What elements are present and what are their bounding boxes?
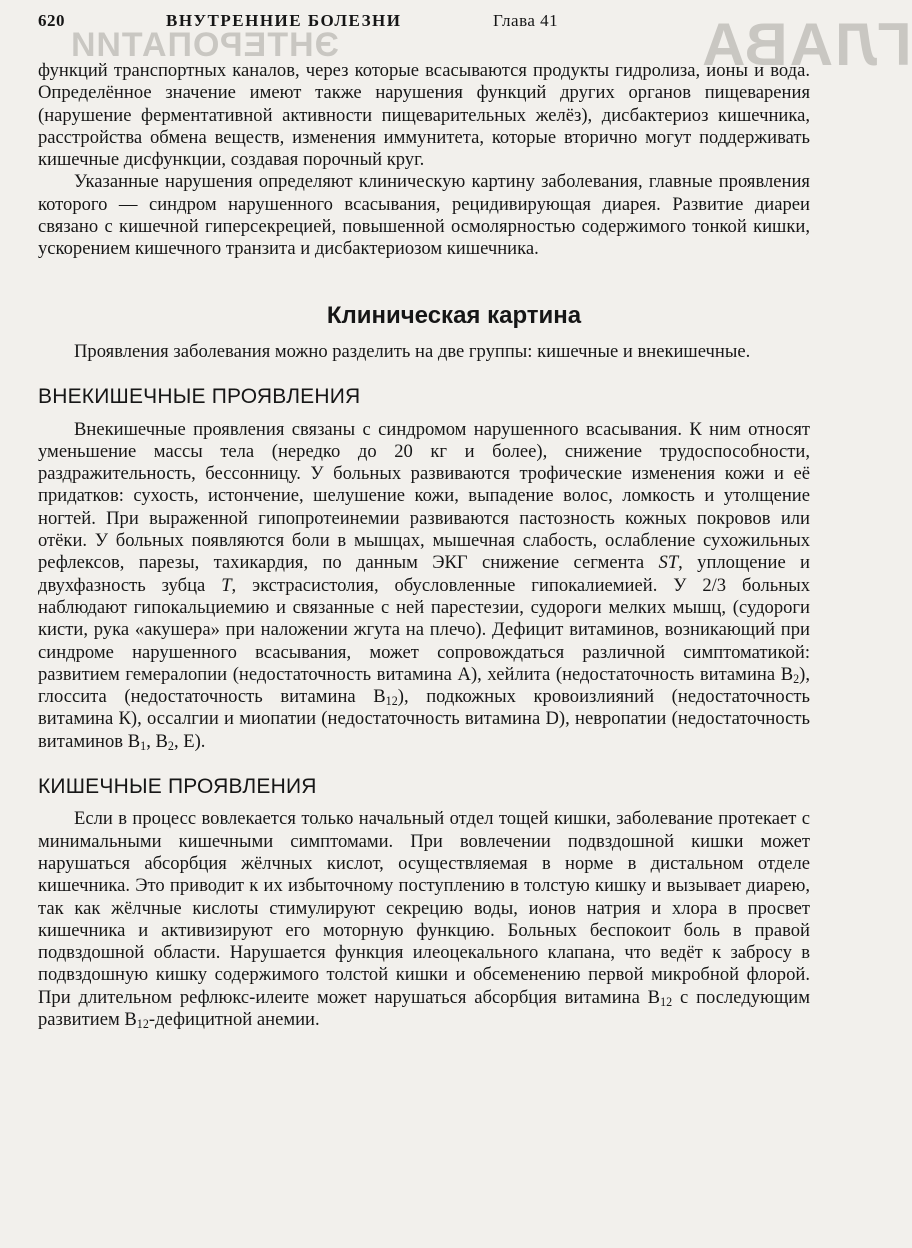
subscript: 1 (140, 738, 147, 753)
text-run: с последующим развитием B (38, 986, 810, 1030)
book-title: ВНУТРЕННИЕ БОЛЕЗНИ (166, 11, 402, 30)
text-run: , экстрасистолия, обусловленные гипокалиемией. У 2/3 больных наблюдают гипокальциемию и связанные с ней парестезии, судороги мелких мышц, (судороги кисти, рука «акушера» при наложении жгута на плечо). Дефицит витаминов, возникающий при синдроме нарушенного всасывания, может сопровождаться различной симптоматикой: развитием гемералопии (недостаточность витамина А), хейлита (недостаточность витамина B (38, 574, 810, 685)
page-body (38, 60, 810, 1031)
ecg-segment-label: ST (658, 552, 679, 574)
ecg-wave-label: T (221, 574, 232, 596)
page-number: 620 (38, 11, 65, 30)
paragraph (38, 808, 810, 1031)
subscript: 12 (136, 1017, 149, 1031)
text-run: , E). (173, 730, 206, 752)
paragraph: Указанные нарушения определяют клиническую картину заболевания, главные проявления которого — синдром нарушенного всасывания, рецидивирующая диарея. Развитие диареи связано с кишечной гиперсекрецией, повышенной осмолярностью содержимого тонкой кишки, ускорением кишечного транзита и дисбактериозом кишечника. (38, 171, 810, 260)
text-run: , B (146, 730, 168, 752)
subsection-heading: ВНЕКИШЕЧНЫЕ ПРОЯВЛЕНИЯ (38, 385, 361, 409)
running-head (38, 11, 810, 35)
show-through-text: ГЛАВА (700, 11, 912, 78)
text-run: , уплощение и двухфазность зубца (38, 552, 810, 596)
paragraph (38, 419, 810, 753)
subsection-heading: КИШЕЧНЫЕ ПРОЯВЛЕНИЯ (38, 775, 317, 799)
subscript: 2 (167, 738, 174, 753)
text-run: ), подкожных кровоизлияний (недостаточность витамина К), оссалгии и миопатии (недостаточность витамина D), невропатии (недостаточность витаминов B (38, 686, 810, 752)
subscript: 12 (660, 994, 673, 1009)
paragraph: функций транспортных каналов, через которые всасываются продукты гидролиза, ионы и вода. Определённое значение имеют также нарушения функций других органов пищеварения (нарушение ферментативной активности пищеварительных желёз), дисбактериоз кишечника, расстройства обмена веществ, изменения иммунитета, которые вторично могут поддерживать кишечные дисфункции, создавая порочный круг. (38, 60, 810, 171)
text-run: Если в процесс вовлекается только начальный отдел тощей кишки, заболевание протекает с минимальными кишечными симптомами. При вовлечении подвздошной кишки может нарушаться абсорбция жёлчных кислот, осуществляемая в норме в дистальном отделе кишечника. Это приводит к их избыточному поступлению в толстую кишку и вызывает диарею, так как жёлчные кислоты стимулируют секрецию воды, ионов натрия и хлора в просвет кишечника и активизируют его моторную функцию. Больных беспокоит боль в правой подвздошной области. Нарушается функция илеоцекального клапана, что ведёт к забросу в подвздошную кишку содержимого толстой кишки и обсеменению первой микробной флорой. При длительном рефлюкс-илеите может нарушаться абсорбция витамина B (38, 808, 810, 1008)
text-run: ), глоссита (недостаточность витамина B (38, 663, 810, 708)
show-through-text: ЭНТЕРОПАТИИ (70, 26, 339, 64)
subscript: 2 (793, 671, 800, 686)
subscript: 12 (385, 694, 398, 709)
chapter-label: Глава 41 (493, 11, 559, 30)
section-title: Клиническая картина (326, 301, 582, 329)
paragraph: Проявления заболевания можно разделить на две группы: кишечные и внекишечные. (74, 340, 751, 362)
text-run: Внекишечные проявления связаны с синдромом нарушенного всасывания. К ним относят уменьшение массы тела (нередко до 20 кг и более), снижение трудоспособности, раздражительность, бессонницу. У больных развиваются трофические изменения кожи и её придатков: сухость, истончение, шелушение кожи, выпадение волос, ломкость и утолщение ногтей. При выраженной гипопротеинемии развиваются пастозность кожных покровов или отёки. У больных появляются боли в мышцах, мышечная слабость, ослабление сухожильных рефлексов, парезы, тахикардия, по данным ЭКГ снижение сегмента (38, 418, 810, 574)
text-run: -дефицитной анемии. (148, 1008, 320, 1030)
